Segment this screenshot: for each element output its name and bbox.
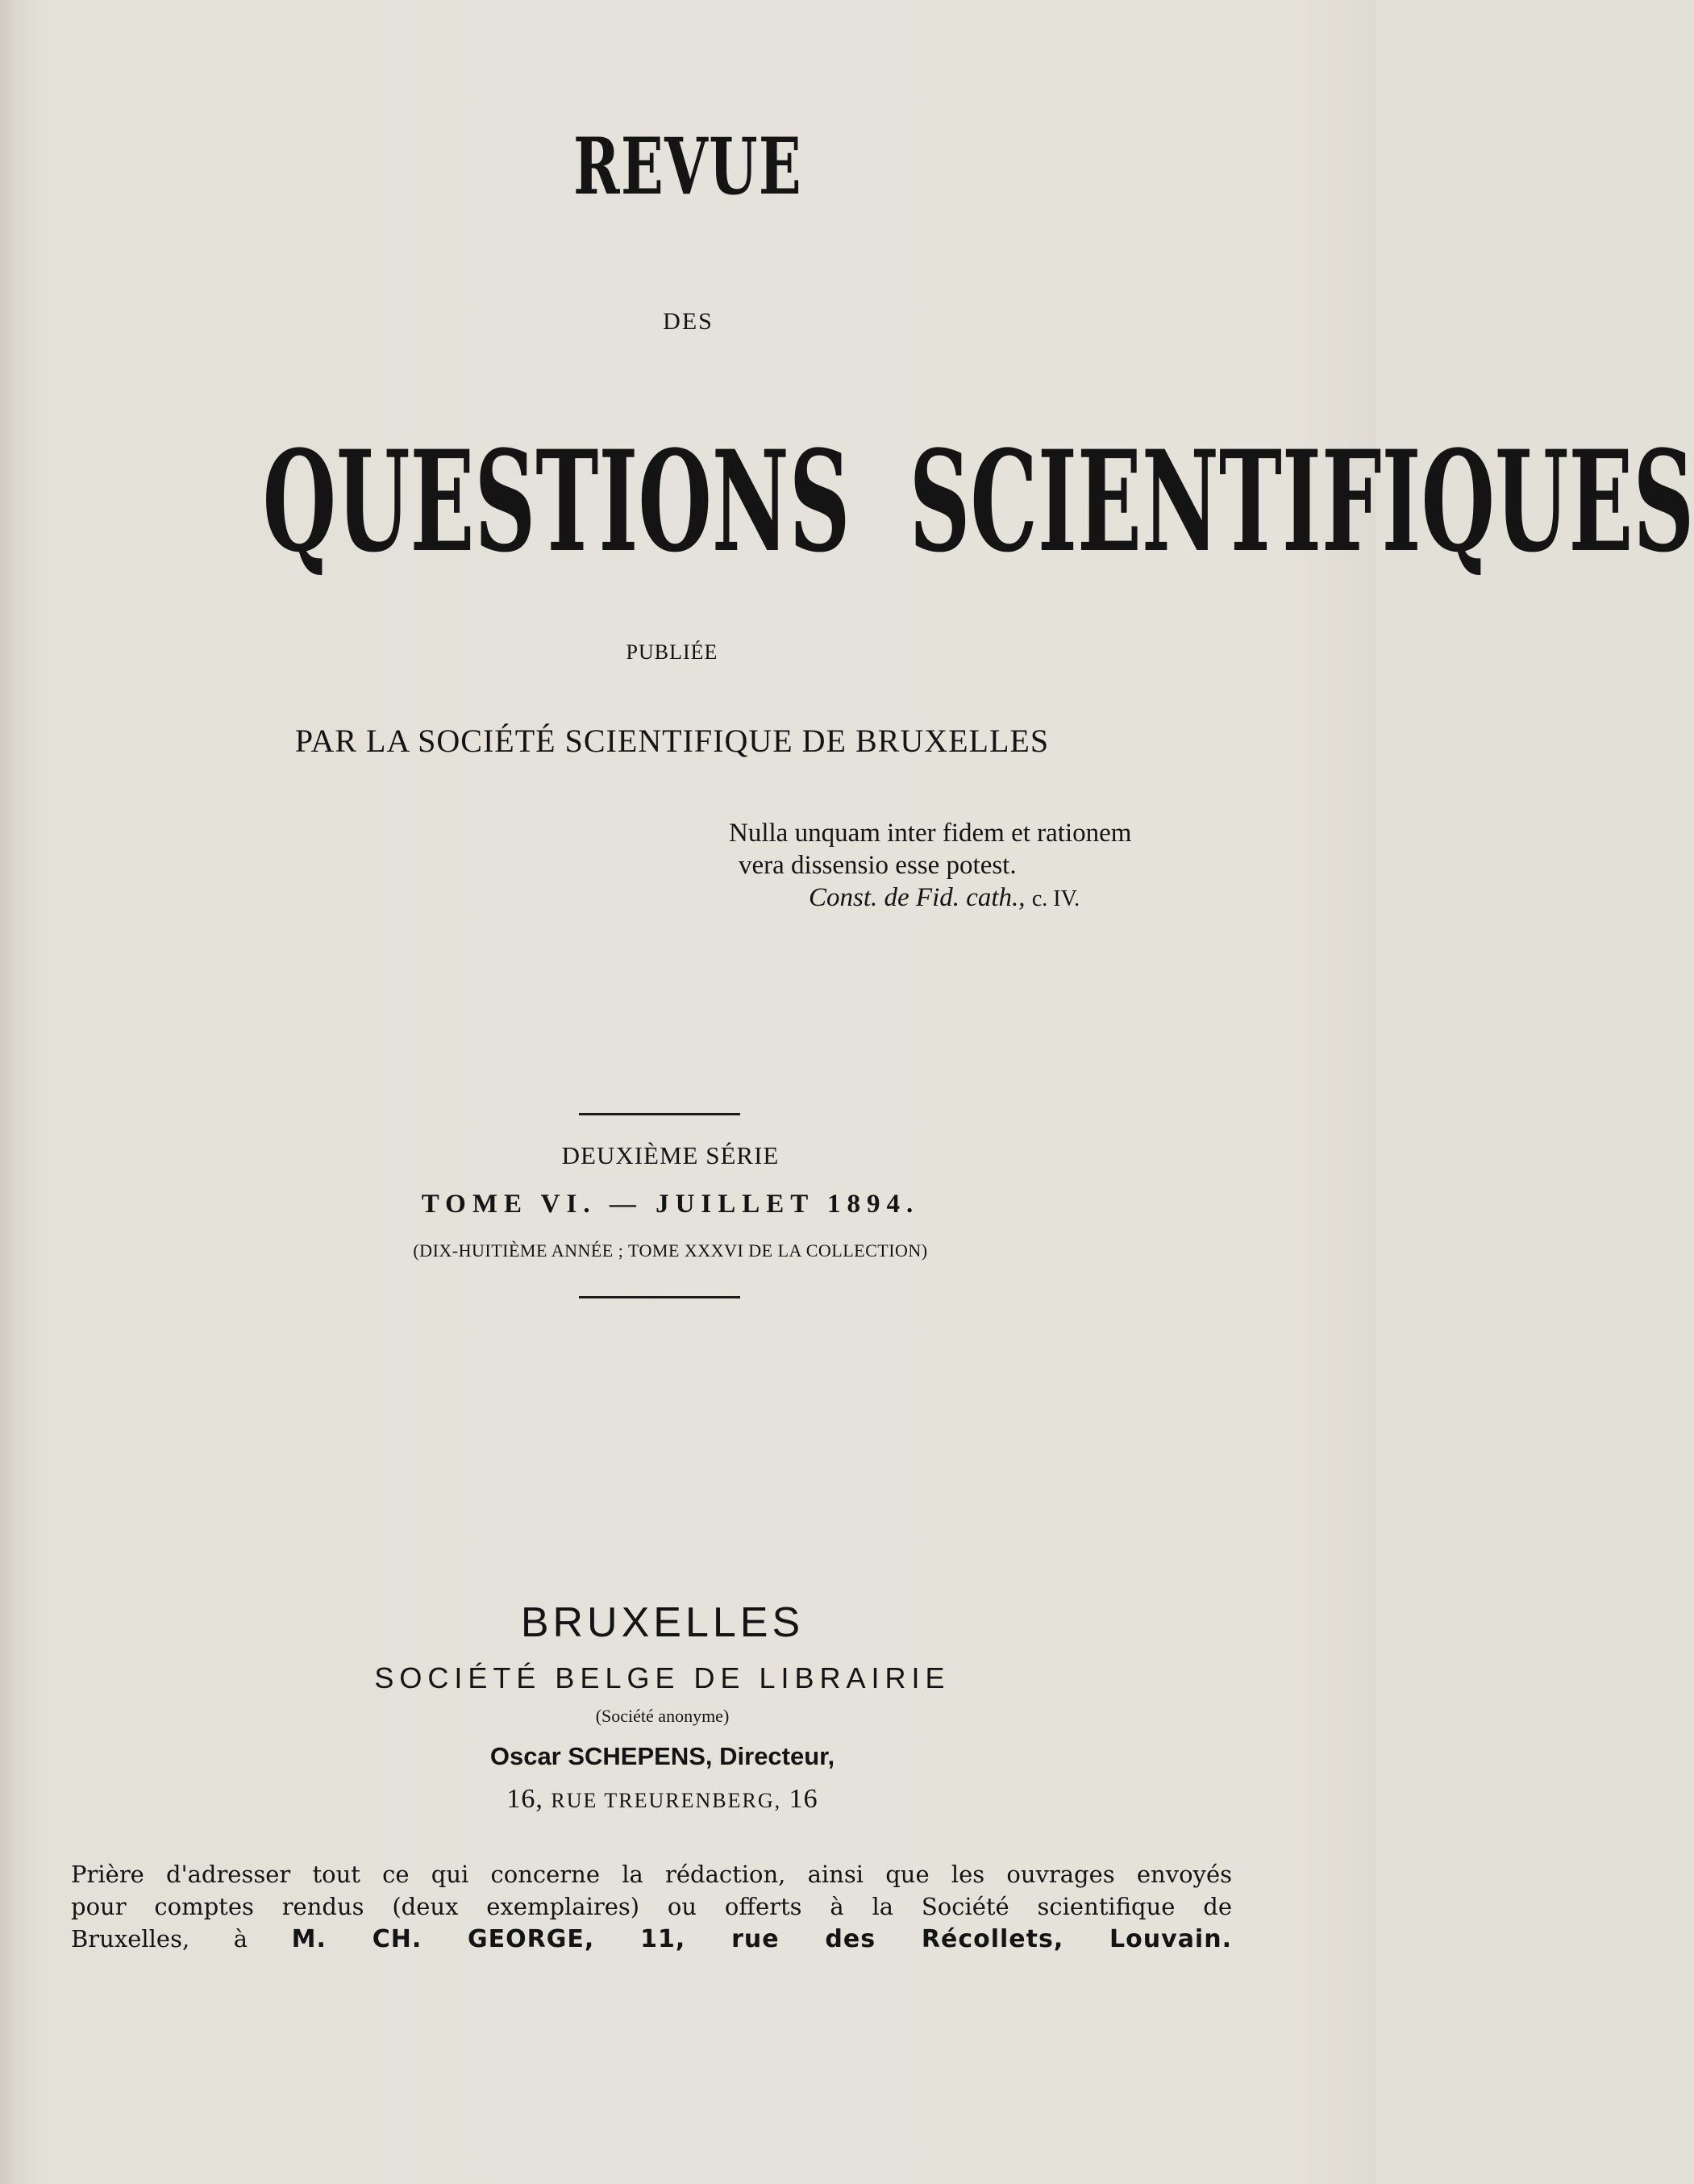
epigraph-line-2: vera dissensio esse potest. [739, 851, 1017, 880]
publisher-type: (Société anonyme) [595, 1706, 730, 1726]
year-collection: (DIX-HUITIÈME ANNÉE ; TOME XXXVI DE LA COLLECTION) [413, 1240, 928, 1261]
publishing-society: PAR LA SOCIÉTÉ SCIENTIFIQUE DE BRUXELLES [294, 723, 1050, 759]
epigraph [729, 817, 1131, 915]
divider-bottom [579, 1296, 740, 1298]
published-label: PUBLIÉE [626, 640, 718, 664]
publisher-name: SOCIÉTÉ BELGE DE LIBRAIRIE [374, 1661, 951, 1694]
journal-title-des: DES [663, 308, 714, 335]
epigraph-source-title: Const. de Fid. cath., [809, 883, 1026, 912]
series-label: DEUXIÈME SÉRIE [561, 1141, 780, 1169]
divider-top [579, 1113, 740, 1115]
epigraph-source [729, 882, 1131, 915]
address-number-right: 16 [789, 1784, 818, 1814]
address-street: RUE TREURENBERG, [551, 1789, 782, 1812]
epigraph-source-chapter: c. IV. [1031, 886, 1080, 911]
notice-contact: M. CH. GEORGE, 11, rue des Récollets, Louvain. [291, 1925, 1232, 1953]
journal-title-revue: REVUE [573, 121, 803, 212]
notice-line-3 [71, 1923, 1232, 1956]
notice-line-3-start: Bruxelles, à [71, 1925, 248, 1953]
notice-line-1: Prière d'adresser tout ce qui concerne la rédaction, ainsi que les ouvrages envoyés [71, 1861, 1232, 1888]
volume-date: TOME VI. — JUILLET 1894. [421, 1190, 920, 1219]
publisher-city: BRUXELLES [520, 1599, 805, 1646]
journal-title-main: QUESTIONS SCIENTIFIQUES [262, 419, 1694, 583]
publisher-address [0, 1784, 1351, 1815]
address-number-left: 16, [506, 1784, 543, 1814]
notice-line-2: pour comptes rendus (deux exemplaires) ou offerts à la Société scientifique de [71, 1893, 1232, 1920]
epigraph-line-1: Nulla unquam inter fidem et rationem [729, 819, 1132, 848]
editorial-notice [71, 1858, 1232, 1956]
publisher-director: Oscar SCHEPENS, Directeur, [489, 1742, 835, 1770]
